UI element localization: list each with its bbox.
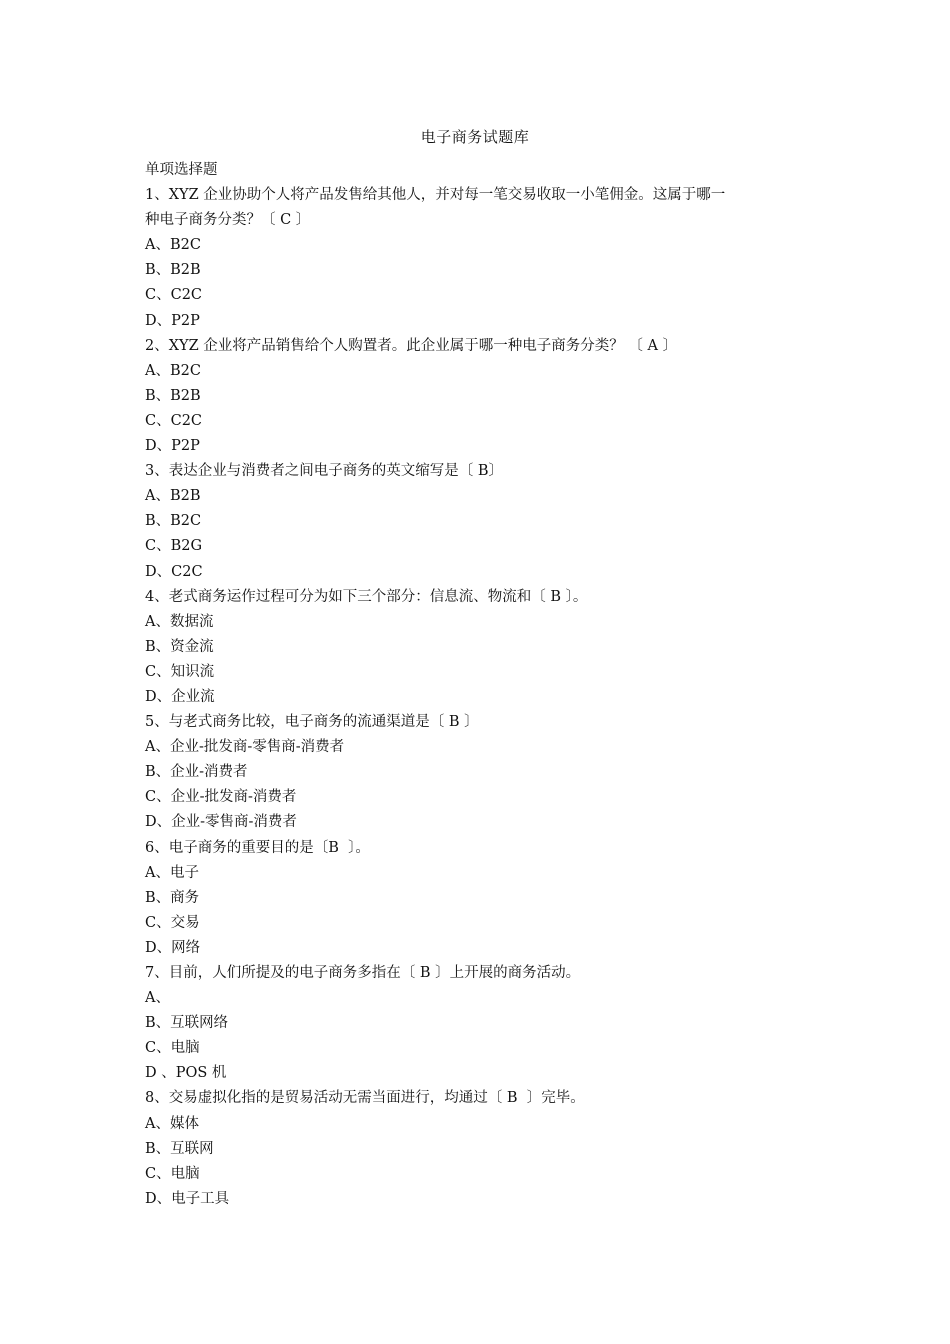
answer-option: A、B2C (145, 237, 201, 254)
question-list (145, 158, 815, 1212)
answer-option: D、企业-零售商-消费者 (145, 814, 297, 831)
answer-option: A、B2C (145, 362, 201, 379)
answer-option: B、B2B (145, 387, 201, 404)
question-stem: 7、目前，人们所提及的电子商务多指在〔 B 〕上开展的商务活动。 (145, 965, 581, 981)
question-stem: 1、XYZ 企业协助个人将产品发售给其他人，并对每一笔交易收取一小笔佣金。这属于哪一 (145, 187, 726, 204)
answer-option: D、C2C (145, 563, 203, 580)
answer-option: C、交易 (145, 914, 200, 931)
answer-option: D 、POS 机 (145, 1065, 227, 1082)
answer-option: C、电脑 (145, 1040, 200, 1057)
question-stem: 4、老式商务运作过程可分为如下三个部分：信息流、物流和〔 B 〕。 (145, 588, 588, 605)
question-stem: 种电子商务分类？〔 C 〕 (145, 212, 311, 229)
answer-option: C、企业-批发商-消费者 (145, 789, 297, 806)
question-stem: 5、与老式商务比较，电子商务的流通渠道是〔 B 〕 (145, 714, 479, 731)
answer-option: D、电子工具 (145, 1190, 230, 1207)
answer-option: A、电子 (145, 864, 199, 881)
section-heading: 单项选择题 (145, 162, 218, 178)
answer-option: C、C2C (145, 287, 203, 304)
answer-option: C、知识流 (145, 663, 215, 680)
answer-option: C、C2C (145, 412, 203, 429)
answer-option: A、企业-批发商-零售商-消费者 (145, 739, 345, 756)
document-title: 电子商务试题库 (420, 128, 530, 146)
answer-option: A、媒体 (145, 1115, 199, 1132)
answer-option: B、资金流 (145, 638, 214, 655)
answer-option: D、企业流 (145, 688, 215, 705)
answer-option: B、B2B (145, 262, 201, 279)
answer-option: B、商务 (145, 889, 200, 906)
question-stem: 2、XYZ 企业将产品销售给个人购置者。此企业属于哪一种电子商务分类？ 〔 A 〕 (145, 337, 678, 354)
answer-option: D、P2P (145, 438, 200, 455)
answer-option: C、电脑 (145, 1165, 200, 1182)
answer-option: D、P2P (145, 312, 200, 329)
answer-option: A、B2B (145, 488, 201, 505)
answer-option: A、 (145, 990, 170, 1007)
answer-option: B、互联网 (145, 1140, 214, 1157)
answer-option: B、企业-消费者 (145, 764, 248, 781)
question-stem: 8、交易虚拟化指的是贸易活动无需当面进行，均通过〔 B 〕完毕。 (145, 1090, 585, 1107)
answer-option: D、网络 (145, 939, 201, 956)
answer-option: C、B2G (145, 538, 203, 555)
question-stem: 3、表达企业与消费者之间电子商务的英文缩写是〔 B〕 (145, 463, 503, 480)
answer-option: B、互联网络 (145, 1015, 229, 1032)
answer-option: A、数据流 (145, 613, 214, 630)
answer-option: B、B2C (145, 513, 202, 530)
question-stem: 6、电子商务的重要目的是〔B 〕。 (145, 839, 370, 856)
